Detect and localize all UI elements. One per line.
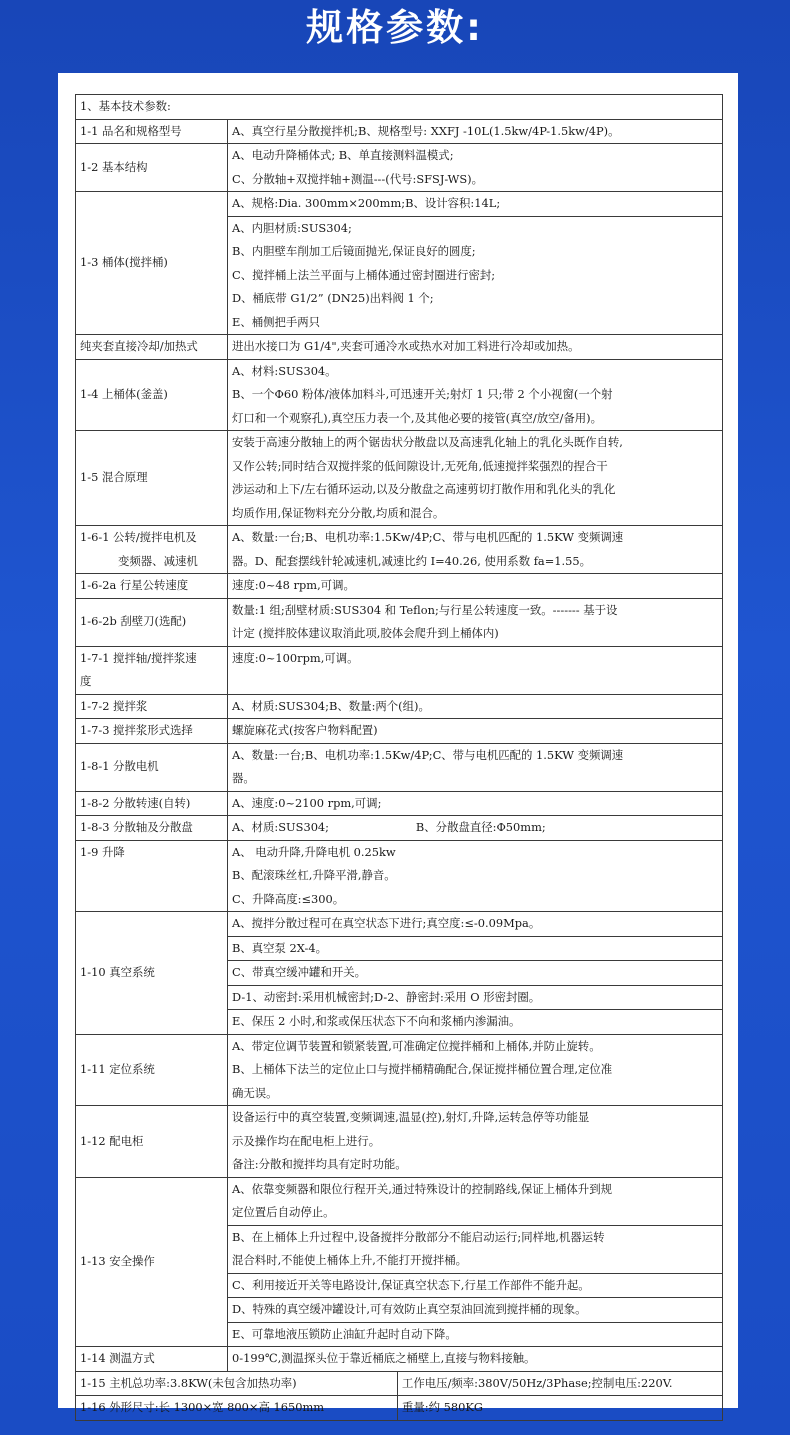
- value-line: 计定 (搅拌胶体建议取消此项,胶体会爬升到上桶体内): [232, 626, 499, 640]
- table-row: [76, 431, 723, 526]
- table-row: [76, 1371, 723, 1396]
- table-row: [76, 95, 723, 120]
- row-value: A、材质:SUS304; B、分散盘直径:Φ50mm;: [228, 816, 723, 841]
- row-value: [228, 1106, 723, 1178]
- table-row: [76, 791, 723, 816]
- value-line: 又作公转;同时结合双搅拌浆的低间隙设计,无死角,低速搅拌桨强烈的捏合干: [232, 458, 608, 473]
- label-line: 度: [80, 674, 92, 688]
- row-value: 0-199℃,测温探头位于靠近桶底之桶壁上,直接与物料接触。: [228, 1347, 723, 1372]
- row-value: 1-16 外形尺寸:长 1300×宽 800×高 1650mm: [76, 1396, 398, 1421]
- value-line: B、内胆壁车削加工后镜面抛光,保证良好的圆度;: [232, 244, 476, 258]
- row-value: 重量:约 580KG: [398, 1396, 723, 1421]
- row-value: [228, 840, 723, 912]
- table-row: [76, 1034, 723, 1106]
- table-row: [76, 1177, 723, 1225]
- row-value: D-1、动密封:采用机械密封;D-2、静密封:采用 O 形密封圈。: [228, 985, 723, 1010]
- row-value: 螺旋麻花式(按客户物料配置): [228, 719, 723, 744]
- value-line: B、在上桶体上升过程中,设备搅拌分散部分不能启动运行;同样地,机器运转: [232, 1229, 605, 1244]
- row-value: [228, 526, 723, 574]
- value-line: 涉运动和上下/左右循环运动,以及分散盘之高速剪切打散作用和乳化头的乳化: [232, 482, 616, 496]
- row-value: [228, 1225, 723, 1273]
- row-label: 1-7-3 搅拌浆形式选择: [76, 719, 228, 744]
- table-row: [76, 119, 723, 144]
- value-line: 混合料时,不能使上桶体上升,不能打开搅拌桶。: [232, 1253, 468, 1267]
- value-line: B、上桶体下法兰的定位止口与搅拌桶精确配合,保证搅拌桶位置合理,定位准: [232, 1062, 613, 1076]
- value-line: 灯口和一个观察孔),真空压力表一个,及其他必要的接管(真空/放空/备用)。: [232, 410, 602, 425]
- row-value: A、材质:SUS304;B、数量:两个(组)。: [228, 694, 723, 719]
- row-value: C、利用接近开关等电路设计,保证真空状态下,行星工作部件不能升起。: [228, 1273, 723, 1298]
- row-label: 1-10 真空系统: [76, 912, 228, 1035]
- row-label: 1-8-2 分散转速(自转): [76, 791, 228, 816]
- page-title: 规格参数:: [306, 6, 484, 49]
- row-label: 1-4 上桶体(釜盖): [76, 359, 228, 431]
- table-row: [76, 743, 723, 791]
- value-line: A、数量:一台;B、电机功率:1.5Kw/4P;C、带与电机匹配的 1.5KW 变频调速: [232, 747, 624, 762]
- row-label: 1-5 混合原理: [76, 431, 228, 526]
- table-row: [76, 526, 723, 574]
- table-row: [76, 912, 723, 937]
- label-line: 1-6-1 公转/搅拌电机及: [80, 530, 197, 544]
- value-line: C、升降高度:≤300。: [232, 891, 345, 906]
- row-label: 1-7-2 搅拌浆: [76, 694, 228, 719]
- value-line: A、数量:一台;B、电机功率:1.5Kw/4P;C、带与电机匹配的 1.5KW 变频调速: [232, 530, 624, 544]
- row-label: 1-12 配电柜: [76, 1106, 228, 1178]
- value-line: 定位置后自动停止。: [232, 1205, 335, 1219]
- table-row: [76, 816, 723, 841]
- value-line: A、内胆材质:SUS304;: [232, 220, 352, 235]
- row-value: [228, 1177, 723, 1225]
- row-value: 进出水接口为 G1/4",夹套可通冷水或热水对加工料进行冷却或加热。: [228, 335, 723, 360]
- value-line: A、材料:SUS304。: [232, 363, 337, 378]
- value-line: 数量:1 组;刮壁材质:SUS304 和 Teflon;与行星公转速度一致。------- 基于设: [232, 602, 618, 617]
- row-value: C、带真空缓冲罐和开关。: [228, 961, 723, 986]
- row-label: 1-8-1 分散电机: [76, 743, 228, 791]
- row-label: 1-3 桶体(搅拌桶): [76, 192, 228, 335]
- row-label: 1-8-3 分散轴及分散盘: [76, 816, 228, 841]
- row-label: 1-11 定位系统: [76, 1034, 228, 1106]
- label-line: 变频器、减速机: [118, 553, 198, 568]
- row-label: 1-1 品名和规格型号: [76, 119, 228, 144]
- row-value: [228, 359, 723, 431]
- table-row: [76, 1347, 723, 1372]
- row-value: [228, 598, 723, 646]
- row-value: 速度:0~48 rpm,可调。: [228, 574, 723, 599]
- row-label: 纯夹套直接冷却/加热式: [76, 335, 228, 360]
- value-line: B、一个Φ60 粉体/液体加料斗,可迅速开关;射灯 1 只;带 2 个小视窗(一个射: [232, 387, 613, 401]
- table-row: [76, 694, 723, 719]
- table-row: [76, 359, 723, 431]
- row-value: 1-15 主机总功率:3.8KW(未包含加热功率): [76, 1371, 398, 1396]
- value-line: 器。: [232, 771, 255, 785]
- value-line: A、电动升降桶体式; B、单直接测料温模式;: [232, 148, 454, 162]
- table-row: [76, 646, 723, 694]
- value-line: 设备运行中的真空装置,变频调速,温显(控),射灯,升降,运转急停等功能显: [232, 1110, 590, 1124]
- table-row: [76, 144, 723, 192]
- table-row: [76, 574, 723, 599]
- table-row: [76, 840, 723, 912]
- row-value: [228, 216, 723, 335]
- value-line: A、 电动升降,升降电机 0.25kw: [232, 844, 396, 859]
- table-row: [76, 335, 723, 360]
- value-line: E、桶侧把手两只: [232, 314, 321, 329]
- row-value: E、可靠地液压锁防止油缸升起时自动下降。: [228, 1322, 723, 1347]
- row-label: 1-13 安全操作: [76, 1177, 228, 1347]
- value-line: A、带定位调节装置和锁紧装置,可准确定位搅拌桶和上桶体,并防止旋转。: [232, 1038, 601, 1053]
- value-line: 确无误。: [232, 1085, 278, 1100]
- value-line: 器。D、配套摆线针轮减速机,减速比约 I=40.26, 使用系数 fa=1.55。: [232, 553, 592, 568]
- value-line: 均质作用,保证物料充分分散,均质和混合。: [232, 505, 445, 520]
- table-row: [76, 1396, 723, 1421]
- table-row: [76, 192, 723, 217]
- row-value: [228, 1034, 723, 1106]
- row-value: A、规格:Dia. 300mm×200mm;B、设计容积:14L;: [228, 192, 723, 217]
- row-label: 1-9 升降: [76, 840, 228, 912]
- row-value: A、真空行星分散搅拌机;B、规格型号: XXFJ -10L(1.5kw/4P-1.5kw/4P)。: [228, 119, 723, 144]
- row-value: A、速度:0~2100 rpm,可调;: [228, 791, 723, 816]
- row-label: [76, 526, 228, 574]
- row-value: [228, 431, 723, 526]
- value-line: 示及操作均在配电柜上进行。: [232, 1133, 381, 1148]
- section-heading: 1、基本技术参数:: [76, 95, 723, 120]
- spec-card: [58, 73, 738, 1414]
- row-value: 工作电压/频率:380V/50Hz/3Phase;控制电压:220V.: [398, 1371, 723, 1396]
- row-value: 速度:0~100rpm,可调。: [228, 646, 723, 694]
- row-value: E、保压 2 小时,和浆或保压状态下不向和浆桶内渗漏油。: [228, 1010, 723, 1035]
- table-row: [76, 1106, 723, 1178]
- value-line: A、依靠变频器和限位行程开关,通过特殊设计的控制路线,保证上桶体升到规: [232, 1181, 612, 1196]
- table-row: [76, 719, 723, 744]
- value-line: C、搅拌桶上法兰平面与上桶体通过密封圈进行密封;: [232, 267, 496, 282]
- table-row: [76, 598, 723, 646]
- label-line: 1-7-1 搅拌轴/搅拌浆速: [80, 650, 197, 665]
- row-label: 1-2 基本结构: [76, 144, 228, 192]
- row-value: [228, 144, 723, 192]
- row-label: [76, 646, 228, 694]
- row-value: D、特殊的真空缓冲罐设计,可有效防止真空泵油回流到搅拌桶的现象。: [228, 1298, 723, 1323]
- row-value: B、真空泵 2X-4。: [228, 936, 723, 961]
- row-value: A、搅拌分散过程可在真空状态下进行;真空度:≤-0.09Mpa。: [228, 912, 723, 937]
- value-line: D、桶底带 G1/2” (DN25)出料阀 1 个;: [232, 291, 434, 305]
- value-line: 安装于高速分散轴上的两个锯齿状分散盘以及高速乳化轴上的乳化头既作自转,: [232, 435, 623, 449]
- row-label: 1-6-2b 刮壁刀(选配): [76, 598, 228, 646]
- row-label: 1-6-2a 行星公转速度: [76, 574, 228, 599]
- row-value: [228, 743, 723, 791]
- spec-table: [75, 94, 723, 1421]
- value-line: B、配滚珠丝杠,升降平滑,静音。: [232, 868, 396, 882]
- row-label: 1-14 测温方式: [76, 1347, 228, 1372]
- value-line: C、分散轴+双搅拌轴+测温---(代号:SFSJ-WS)。: [232, 171, 483, 186]
- value-line: 备注:分散和搅拌均具有定时功能。: [232, 1157, 407, 1171]
